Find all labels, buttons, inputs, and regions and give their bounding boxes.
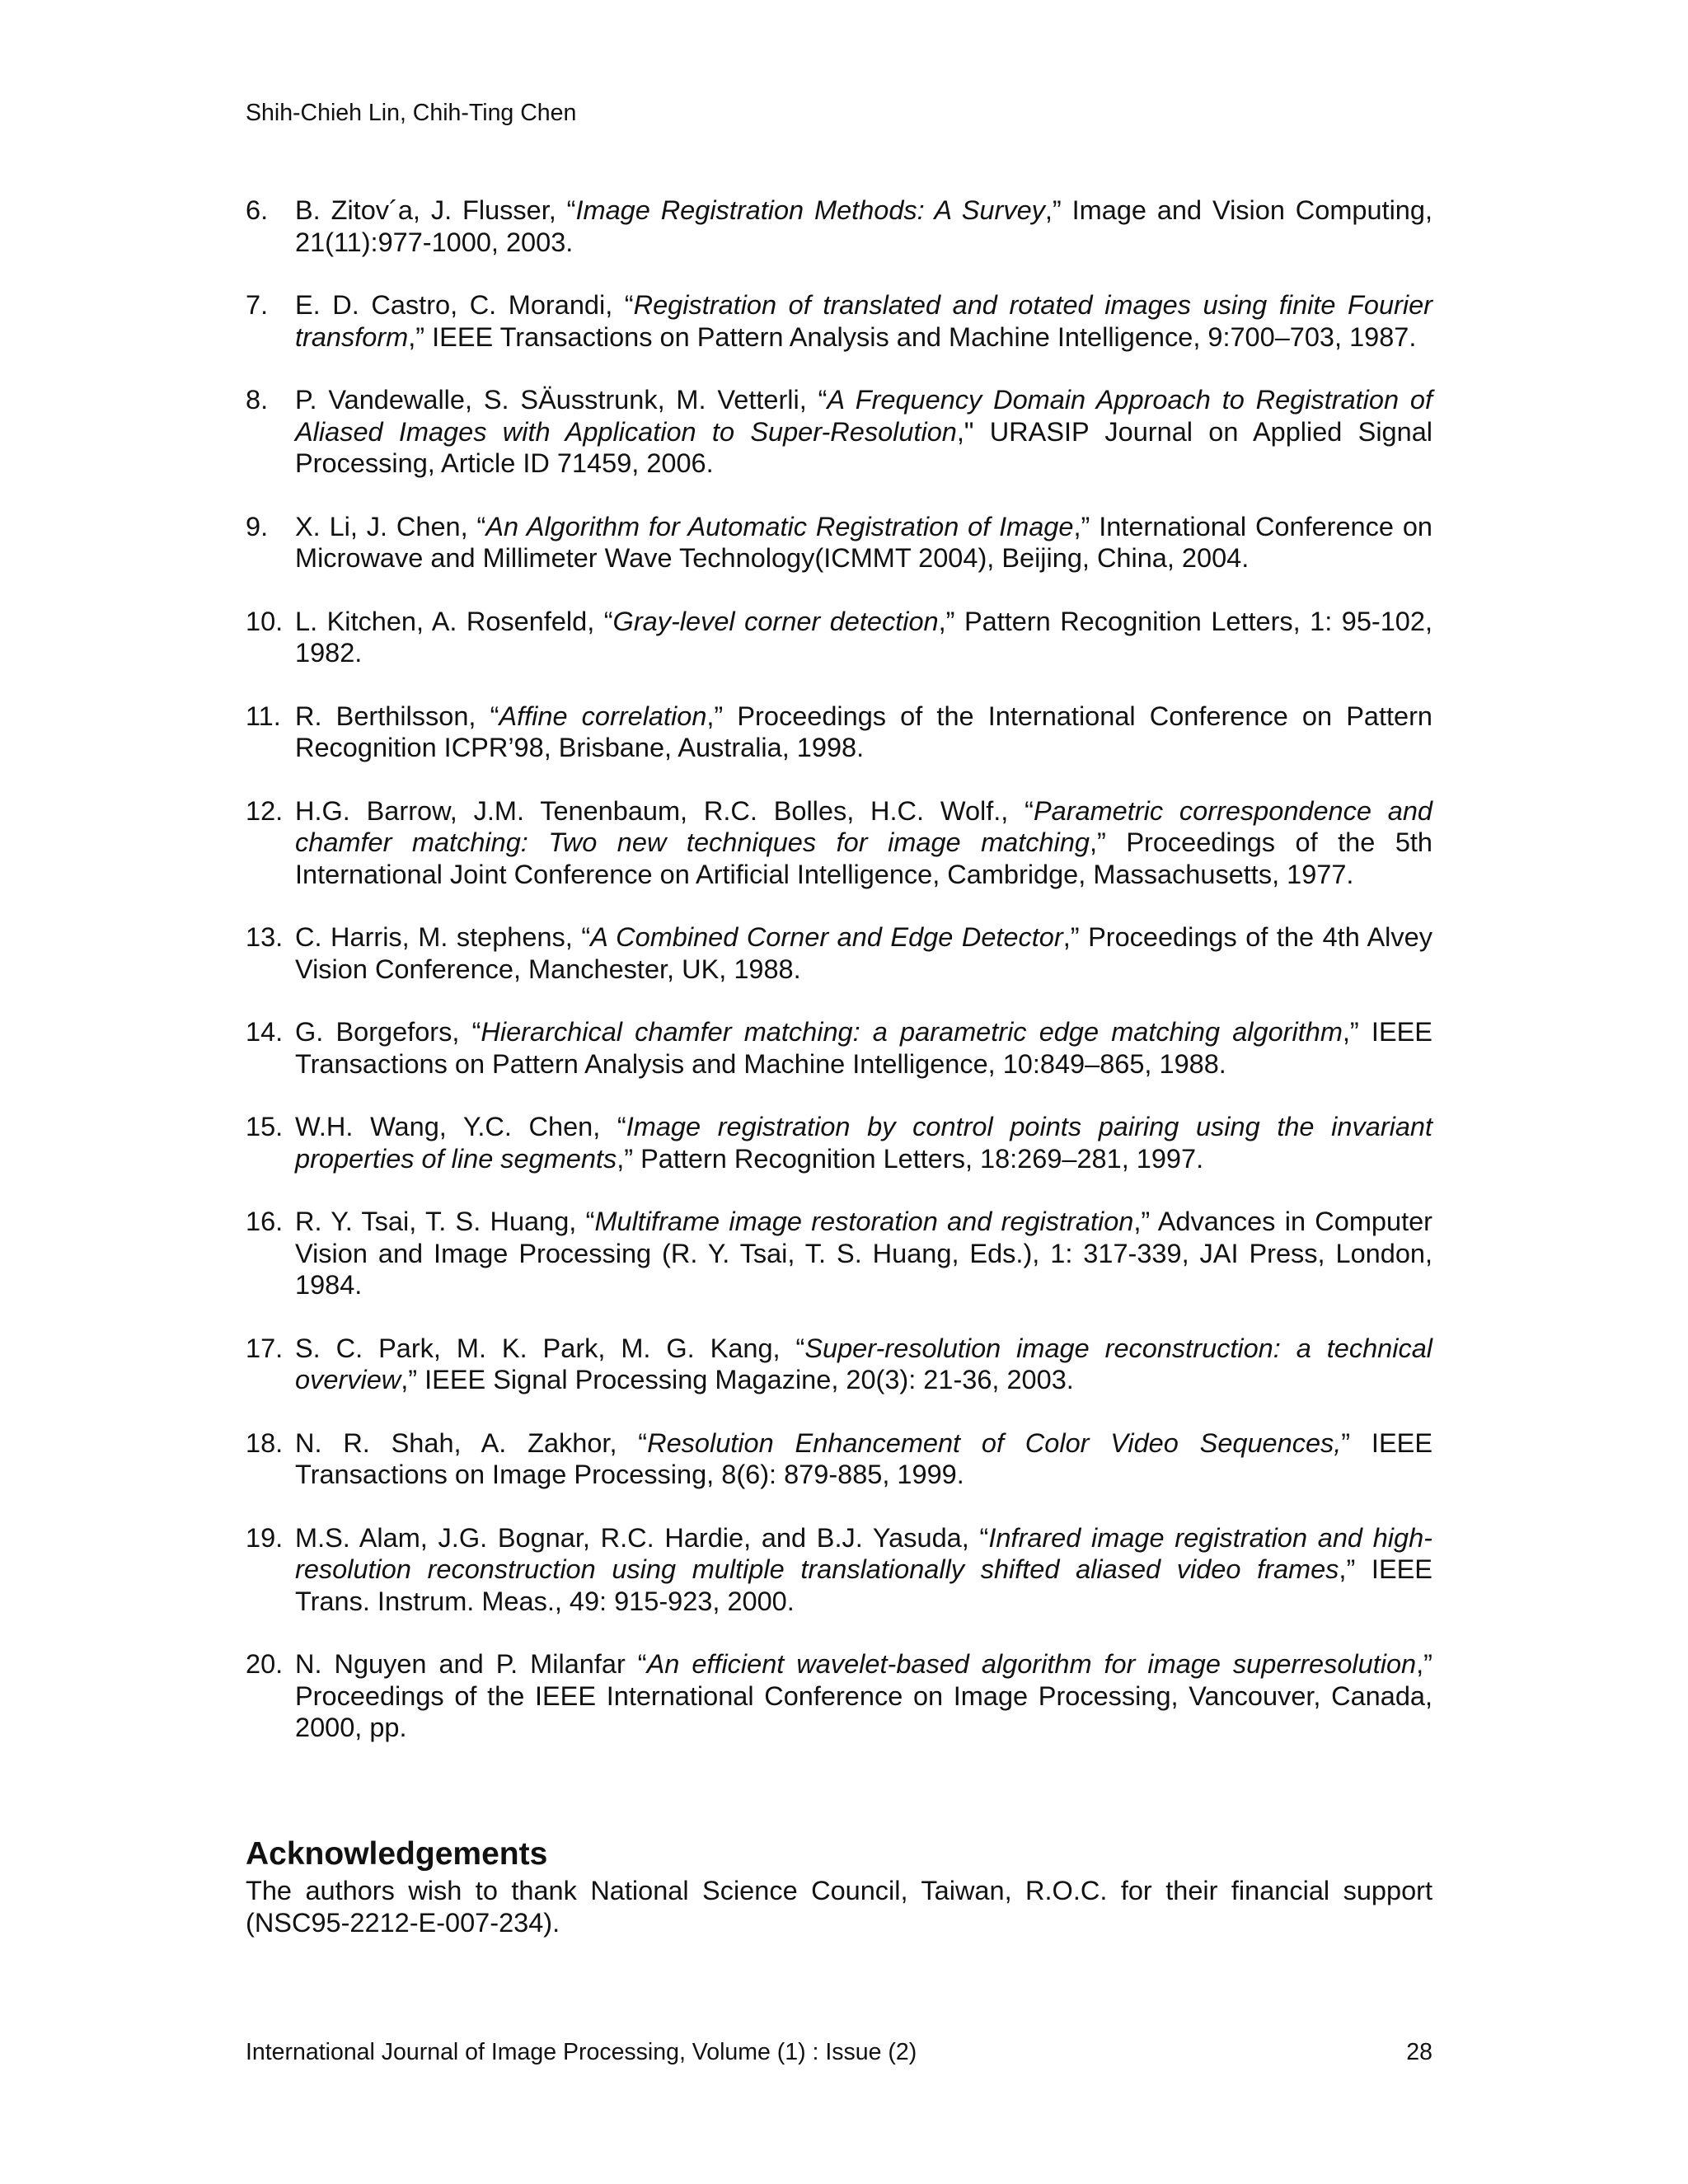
reference-source: ,” Advances in Computer Vision and Image Processing (R. Y. Tsai, T. S. Huang, Eds.), 1: 317-339, JAI Press, London, 1984. [295,1207,1433,1300]
reference-number: 15. [246,1112,284,1141]
reference-source: ,” IEEE Trans. Instrum. Meas., 49: 915-923, 2000. [295,1554,1432,1616]
reference-title: Image registration by control points pairing using the invariant properties of line segments [295,1112,1432,1174]
reference-item [246,1427,1432,1491]
reference-source: ,” Proceedings of the International Conference on Pattern Recognition ICPR’98, Brisbane, Australia, 1998. [295,701,1432,762]
reference-authors: G. Borgefors, “ [295,1017,481,1047]
reference-title: Infrared image registration and high-resolution reconstruction using multiple translationally shifted aliased video frames [295,1522,1432,1584]
reference-authors: R. Y. Tsai, T. S. Huang, “ [295,1207,595,1236]
reference-item [246,194,1432,258]
reference-item [246,921,1432,985]
reference-source: ,” International Conference on Microwave and Millimeter Wave Technology(ICMMT 2004), Beijing, China, 2004. [295,511,1432,573]
reference-item [246,1111,1432,1174]
reference-item [246,1522,1432,1618]
reference-source: ” IEEE Transactions on Image Processing, 8(6): 879-885, 1999. [295,1427,1432,1489]
reference-authors: N. Nguyen and P. Milanfar “ [295,1649,647,1679]
reference-source: ,” IEEE Transactions on Pattern Analysis and Machine Intelligence, 10:849–865, 1988. [295,1017,1432,1079]
reference-title: Resolution Enhancement of Color Video Sequences, [647,1427,1342,1458]
reference-item [246,384,1432,480]
reference-source: ,” Proceedings of the 5th International Joint Conference on Artificial Intelligence, Cambridge, Massachusetts, 1977. [295,827,1432,889]
reference-number: 14. [246,1017,284,1047]
footer-journal-title: International Journal of Image Processing, Volume (1) : Issue (2) [246,2039,917,2065]
reference-title: An Algorithm for Automatic Registration of Image [485,511,1074,541]
reference-authors: C. Harris, M. stephens, “ [295,922,591,952]
reference-item [246,701,1432,764]
reference-title: Parametric correspondence and chamfer matching: Two new techniques for image matching [295,795,1432,857]
reference-authors: H.G. Barrow, J.M. Tenenbaum, R.C. Bolles, H.C. Wolf., “ [295,795,1034,826]
reference-number: 11. [246,701,281,731]
reference-number: 10. [246,606,284,636]
reference-item [246,1648,1432,1744]
reference-item [246,1333,1432,1396]
reference-authors: E. D. Castro, C. Morandi, “ [295,290,634,320]
reference-authors: R. Berthilsson, “ [295,701,499,731]
reference-source: ,” IEEE Signal Processing Magazine, 20(3): 21-36, 2003. [401,1365,1074,1394]
reference-title: Hierarchical chamfer matching: a parametric edge matching algorithm [481,1017,1343,1047]
reference-source: ,” Pattern Recognition Letters, 18:269–281, 1997. [617,1143,1204,1174]
reference-number: 6. [246,195,269,225]
reference-title: A Combined Corner and Edge Detector [590,922,1063,952]
reference-source: ,” Pattern Recognition Letters, 1: 95-102, 1982. [295,606,1432,668]
reference-item [246,289,1432,353]
reference-authors: M.S. Alam, J.G. Bognar, R.C. Hardie, and B.J. Yasuda, “ [295,1522,989,1553]
reference-authors: B. Zitov´a, J. Flusser, “ [295,195,576,225]
reference-title: Registration of translated and rotated images using finite Fourier transform [295,290,1433,352]
reference-authors: P. Vandewalle, S. SÄusstrunk, M. Vetterli, “ [295,385,828,415]
reference-number: 16. [246,1207,284,1236]
acknowledgements-body: The authors wish to thank National Science Council, Taiwan, R.O.C. for their financial support (NSC95-2212-E-007-234). [246,1876,1432,1938]
reference-title: A Frequency Domain Approach to Registration of Aliased Images with Application to Super-Resolution [295,385,1432,447]
acknowledgements-heading: Acknowledgements [246,1836,548,1872]
reference-source: ," URASIP Journal on Applied Signal Processing, Article ID 71459, 2006. [295,416,1432,478]
reference-item [246,1016,1432,1080]
reference-source: ,” Image and Vision Computing, 21(11):977-1000, 2003. [295,195,1432,257]
reference-number: 8. [246,385,269,415]
reference-number: 18. [246,1427,284,1458]
reference-source: ,” Proceedings of the IEEE International Conference on Image Processing, Vancouver, Canada, 2000, pp. [295,1649,1432,1742]
reference-item [246,511,1432,574]
page-number: 28 [1406,2039,1432,2065]
reference-title: Gray-level corner detection [612,606,939,636]
reference-number: 19. [246,1522,284,1553]
reference-source: ,” IEEE Transactions on Pattern Analysis and Machine Intelligence, 9:700–703, 1987. [408,321,1417,352]
reference-number: 13. [246,922,284,952]
reference-source: ,” Proceedings of the 4th Alvey Vision Conference, Manchester, UK, 1988. [295,922,1432,984]
reference-number: 17. [246,1333,284,1363]
reference-authors: N. R. Shah, A. Zakhor, “ [295,1427,648,1458]
reference-item [246,1206,1432,1301]
reference-number: 20. [246,1649,284,1679]
reference-authors: X. Li, J. Chen, “ [295,511,486,541]
reference-authors: S. C. Park, M. K. Park, M. G. Kang, “ [295,1333,805,1363]
reference-authors: W.H. Wang, Y.C. Chen, “ [295,1112,626,1141]
reference-list [246,194,1432,1775]
reference-number: 7. [246,290,269,320]
reference-title: Super-resolution image reconstruction: a technical overview [295,1333,1432,1394]
reference-title: Affine correlation [499,701,707,731]
reference-authors: L. Kitchen, A. Rosenfeld, “ [295,606,613,636]
reference-title: Image Registration Methods: A Survey [575,195,1045,225]
reference-item [246,606,1432,669]
reference-number: 12. [246,795,284,826]
reference-title: Multiframe image restoration and registration [594,1207,1134,1236]
reference-number: 9. [246,511,269,541]
reference-item [246,795,1432,891]
running-header-authors: Shih-Chieh Lin, Chih-Ting Chen [246,100,577,126]
reference-title: An efficient wavelet-based algorithm for image superresolution [646,1649,1417,1679]
